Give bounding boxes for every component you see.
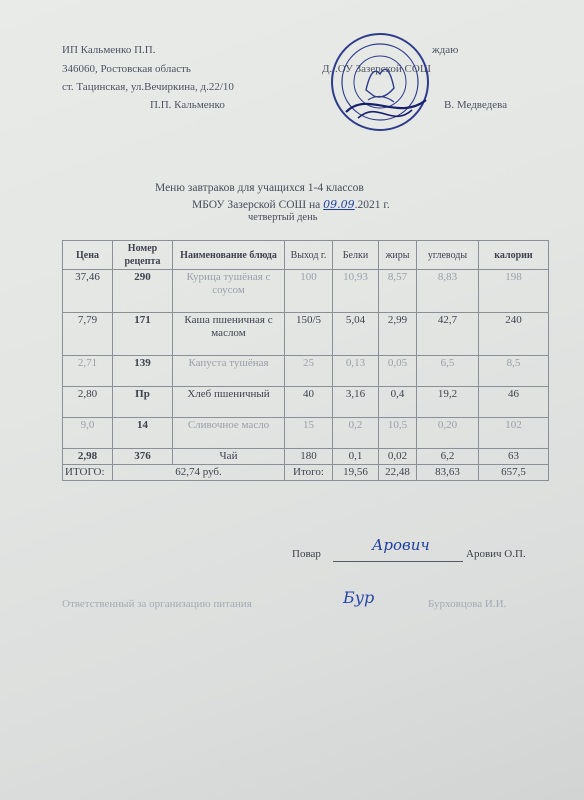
- cell-dish: Хлеб пшеничный: [173, 387, 285, 418]
- cook-name: Арович О.П.: [466, 548, 526, 560]
- cell-carbs: 0,20: [417, 418, 479, 449]
- cell-carbs: 19,2: [417, 387, 479, 418]
- org-name: ИП Кальменко П.П.: [62, 44, 156, 56]
- col-header: жиры: [379, 241, 417, 270]
- cell-fat: 0,4: [379, 387, 417, 418]
- cell-dish: Сливочное масло: [173, 418, 285, 449]
- cell-dish: Каша пшеничная с маслом: [173, 313, 285, 356]
- org-address-1: 346060, Ростовская область: [62, 63, 191, 75]
- total-kcal: 657,5: [479, 465, 549, 481]
- cell-carbs: 6,2: [417, 449, 479, 465]
- cell-kcal: 46: [479, 387, 549, 418]
- cell-yield: 180: [285, 449, 333, 465]
- menu-school-prefix: МБОУ Зазерской СОШ на: [192, 199, 321, 211]
- cell-yield: 15: [285, 418, 333, 449]
- cell-kcal: 8,5: [479, 356, 549, 387]
- cell-kcal: 240: [479, 313, 549, 356]
- org-address-2: ст. Тацинская, ул.Вечиркина, д.22/10: [62, 81, 234, 93]
- cell-dish: Чай: [173, 449, 285, 465]
- menu-day: четвертый день: [248, 212, 318, 223]
- cell-yield: 40: [285, 387, 333, 418]
- responsible-name: Бурховцова И.И.: [428, 598, 507, 610]
- total-protein: 19,56: [333, 465, 379, 481]
- col-header: Белки: [333, 241, 379, 270]
- cell-price: 9,0: [63, 418, 113, 449]
- col-header: Выход г.: [285, 241, 333, 270]
- cook-signature: Арович: [372, 536, 430, 554]
- cell-protein: 3,16: [333, 387, 379, 418]
- round-seal-stamp: [328, 30, 432, 134]
- cell-price: 2,71: [63, 356, 113, 387]
- cell-recipe: 290: [113, 270, 173, 313]
- cell-carbs: 6,5: [417, 356, 479, 387]
- cell-kcal: 198: [479, 270, 549, 313]
- cell-fat: 0,02: [379, 449, 417, 465]
- cell-protein: 0,2: [333, 418, 379, 449]
- cell-protein: 10,93: [333, 270, 379, 313]
- table-total-row: [63, 465, 549, 481]
- total-sum: 62,74 руб.: [113, 465, 285, 481]
- menu-date-suffix: .2021 г.: [354, 199, 390, 211]
- cell-yield: 150/5: [285, 313, 333, 356]
- total-label: ИТОГО:: [63, 465, 113, 481]
- cell-dish: Курица тушёная с соусом: [173, 270, 285, 313]
- cell-yield: 25: [285, 356, 333, 387]
- col-header: Номер рецепта: [113, 241, 173, 270]
- approve-label: ждаю: [432, 44, 459, 56]
- cell-price: 2,80: [63, 387, 113, 418]
- approve-name: В. Медведева: [444, 99, 508, 111]
- cook-sign-line: [333, 561, 463, 562]
- responsible-label: Ответственный за организацию питания: [62, 598, 252, 610]
- cell-recipe: Пр: [113, 387, 173, 418]
- cell-carbs: 42,7: [417, 313, 479, 356]
- menu-title: Меню завтраков для учащихся 1-4 классов: [155, 182, 364, 194]
- cell-fat: 8,57: [379, 270, 417, 313]
- cook-label: Повар: [292, 548, 321, 560]
- menu-table: [62, 240, 549, 481]
- cell-fat: 10,5: [379, 418, 417, 449]
- total-itogo-label: Итого:: [285, 465, 333, 481]
- cell-kcal: 63: [479, 449, 549, 465]
- cell-kcal: 102: [479, 418, 549, 449]
- cell-recipe: 14: [113, 418, 173, 449]
- responsible-signature: Бур: [343, 588, 375, 607]
- table-row: [63, 449, 549, 465]
- col-header: калории: [479, 241, 549, 270]
- cell-protein: 0,1: [333, 449, 379, 465]
- cell-fat: 2,99: [379, 313, 417, 356]
- cell-price: 2,98: [63, 449, 113, 465]
- menu-date-handwritten: 09.09: [323, 198, 355, 211]
- cell-recipe: 376: [113, 449, 173, 465]
- table-header-row: [63, 241, 549, 270]
- approve-director: Д...ОУ Зазерской СОШ: [322, 63, 431, 75]
- cell-fat: 0,05: [379, 356, 417, 387]
- cell-price: 7,79: [63, 313, 113, 356]
- cell-dish: Капуста тушёная: [173, 356, 285, 387]
- cell-price: 37,46: [63, 270, 113, 313]
- cell-carbs: 8,83: [417, 270, 479, 313]
- table-row: [63, 313, 549, 356]
- table-row: [63, 270, 549, 313]
- cell-yield: 100: [285, 270, 333, 313]
- table-row: [63, 387, 549, 418]
- col-header: Наименование блюда: [173, 241, 285, 270]
- table-row: [63, 356, 549, 387]
- col-header: Цена: [63, 241, 113, 270]
- total-carbs: 83,63: [417, 465, 479, 481]
- cell-protein: 5,04: [333, 313, 379, 356]
- col-header: углеводы: [417, 241, 479, 270]
- total-fat: 22,48: [379, 465, 417, 481]
- menu-school: [192, 198, 390, 211]
- table-row: [63, 418, 549, 449]
- cell-protein: 0,13: [333, 356, 379, 387]
- org-signer: П.П. Кальменко: [150, 99, 225, 111]
- cell-recipe: 171: [113, 313, 173, 356]
- cell-recipe: 139: [113, 356, 173, 387]
